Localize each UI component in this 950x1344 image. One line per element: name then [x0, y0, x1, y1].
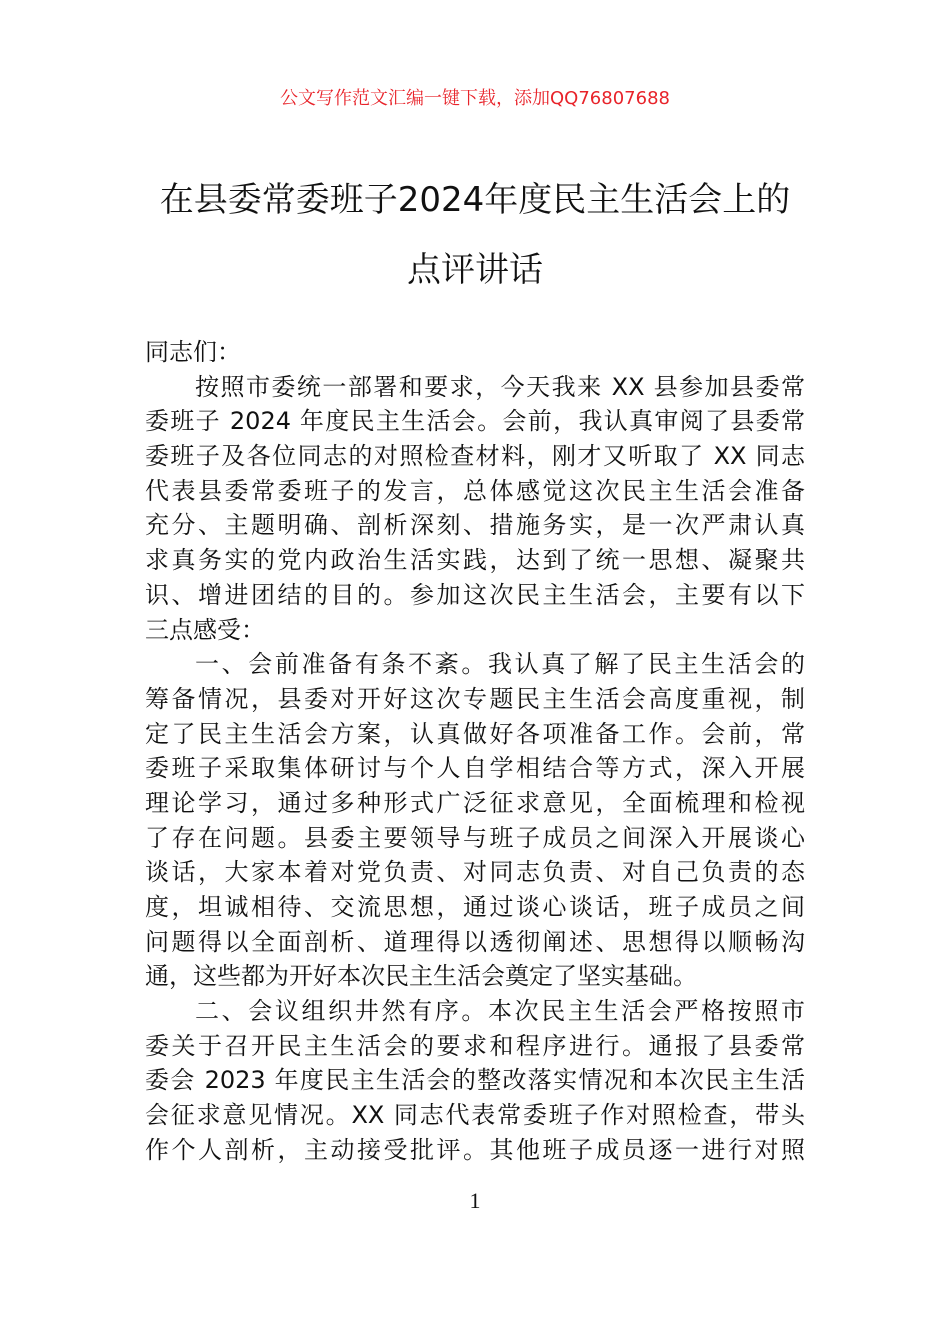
- section-heading-line: 一、会前准备有条不紊。我认真了解了民主生活会的: [195, 650, 805, 679]
- text-line: 问题得以全面剖析、道理得以透彻阐述、思想得以顺畅沟: [145, 927, 805, 956]
- document-body: [145, 335, 805, 1168]
- salutation: 同志们：: [145, 338, 241, 366]
- text-line: 作个人剖析，主动接受批评。其他班子成员逐一进行对照: [145, 1135, 805, 1164]
- text-line: 通，这些都为开好本次民主生活会奠定了坚实基础。: [145, 962, 697, 991]
- text-line: 委班子及各位同志的对照检查材料，刚才又听取了 XX 同志: [145, 442, 805, 471]
- section-heading-line: 二、会议组织井然有序。本次民主生活会严格按照市: [195, 997, 805, 1026]
- document-title-line-1: 在县委常委班子2024年度民主生活会上的: [159, 180, 791, 220]
- text-line: 识、增进团结的目的。参加这次民主生活会，主要有以下: [145, 580, 805, 609]
- text-line: 三点感受：: [145, 615, 265, 644]
- text-line: 委关于召开民主生活会的要求和程序进行。通报了县委常: [145, 1031, 805, 1060]
- text-line: 求真务实的党内政治生活实践，达到了统一思想、凝聚共: [145, 546, 805, 575]
- text-line: 委会 2023 年度民主生活会的整改落实情况和本次民主生活: [145, 1066, 805, 1095]
- text-line: 定了民主生活会方案，认真做好各项准备工作。会前，常: [145, 719, 805, 748]
- promo-header: 公文写作范文汇编一键下载，添加QQ76807688: [280, 88, 670, 109]
- text-line: 谈话，大家本着对党负责、对同志负责、对自己负责的态: [145, 858, 805, 887]
- text-line: 筹备情况，县委对开好这次专题民主生活会高度重视，制: [145, 684, 805, 713]
- text-line: 委班子 2024 年度民主生活会。会前，我认真审阅了县委常: [145, 407, 805, 436]
- document-title-line-2: 点评讲话: [407, 250, 543, 290]
- text-line: 度，坦诚相待、交流思想，通过谈心谈话，班子成员之间: [145, 893, 805, 921]
- text-line: 理论学习，通过多种形式广泛征求意见，全面梳理和检视: [145, 788, 805, 817]
- text-line: 会征求意见情况。XX 同志代表常委班子作对照检查，带头: [145, 1101, 805, 1130]
- text-line: 委班子采取集体研讨与个人自学相结合等方式，深入开展: [145, 754, 805, 783]
- text-line: 充分、主题明确、剖析深刻、措施务实，是一次严肃认真: [145, 511, 805, 540]
- text-line: 按照市委统一部署和要求，今天我来 XX 县参加县委常: [195, 372, 805, 401]
- text-line: 了存在问题。县委主要领导与班子成员之间深入开展谈心: [145, 823, 805, 852]
- text-line: 代表县委常委班子的发言，总体感觉这次民主生活会准备: [145, 476, 805, 505]
- page-number: 1: [469, 1188, 481, 1213]
